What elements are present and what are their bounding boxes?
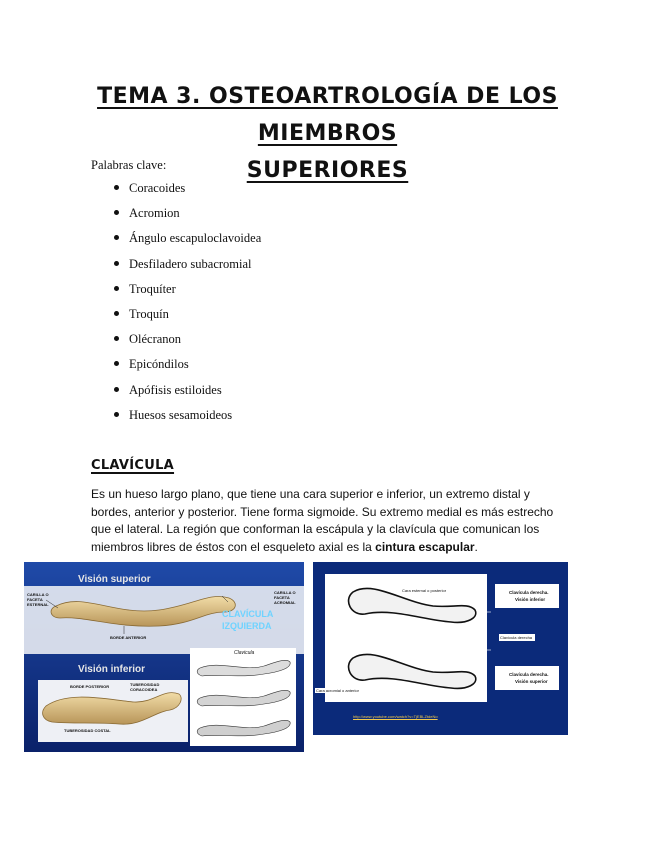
keywords-list	[91, 178, 261, 430]
label-posterior-border: BORDE POSTERIOR	[70, 684, 110, 689]
box1-line-2: Visión inferior	[515, 597, 546, 602]
keyword-item: Olécranon	[91, 329, 261, 354]
keyword-item: Coracoides	[91, 178, 261, 203]
clavicle-label-line-1: CLAVÍCULA	[222, 609, 274, 619]
label-acromial-facet: CARILLA O FACETA ACROMIAL	[274, 590, 296, 605]
keywords-label: Palabras clave:	[91, 158, 167, 172]
figure-clavicle-views-art	[24, 562, 304, 752]
label-costal-tuberosity: TUBEROSIDAD COSTAL	[64, 728, 111, 733]
keyword-item: Troquíter	[91, 279, 261, 304]
keyword-item: Epicóndilos	[91, 354, 261, 379]
superior-view-title: Visión superior	[78, 574, 151, 585]
label-anterior-border: BORDE ANTERIOR	[110, 635, 147, 640]
box2-line-2: Visión superior	[515, 679, 548, 684]
figure-clavicle-views	[24, 562, 304, 752]
paragraph-text: Es un hueso largo plano, que tiene una cara superior e inferior, un extremo distal y bordes, anterior y posterior. Tiene forma sigmoide. Su extremo medial es más estrecho que el lateral. La región que conforman la escápula y la clavícula que comunican los miembros libres de éstos con el esqueleto axial es la	[91, 487, 554, 554]
clavicle-label-line-2: IZQUIERDA	[222, 621, 272, 631]
keyword-item: Desfiladero subacromial	[91, 254, 261, 279]
paragraph-bold-term: cintura escapular	[375, 539, 475, 554]
paragraph-end: .	[474, 539, 478, 554]
title-line-2: SUPERIORES	[246, 158, 409, 183]
keyword-item: Ángulo escapuloclavoidea	[91, 228, 261, 253]
keyword-item: Huesos sesamoideos	[91, 405, 261, 430]
video-link[interactable]: http://www.youtube.com/watch?v=TjEBLZtdeNo	[353, 714, 438, 719]
keyword-item: Troquín	[91, 304, 261, 329]
label-sternal-facet: CARILLA O FACETA ESTERNAL	[27, 592, 49, 607]
label-bottom-face: Cara acromial o anterior	[316, 688, 359, 693]
title-line-1: TEMA 3. OSTEOARTROLOGÍA DE LOS MIEMBROS	[97, 84, 558, 146]
keyword-item: Apófisis estiloides	[91, 380, 261, 405]
inferior-view-title: Visión inferior	[78, 664, 146, 675]
section-paragraph	[91, 486, 566, 556]
figure-clavicle-right	[313, 562, 568, 735]
keyword-item: Acromion	[91, 203, 261, 228]
section-heading: CLAVÍCULA	[91, 458, 175, 473]
inset-title: Clavicula	[234, 650, 255, 656]
box2-line-1: Clavícula derecha.	[509, 672, 549, 677]
label-top-face: Cara esternal o posterior	[402, 588, 447, 593]
box1-line-1: Clavícula derecha.	[509, 590, 549, 595]
label-mid: Clavícula derecha	[499, 634, 535, 641]
label-coracoid-tuberosity: TUBEROSIDAD CORACOIDEA	[130, 682, 160, 692]
